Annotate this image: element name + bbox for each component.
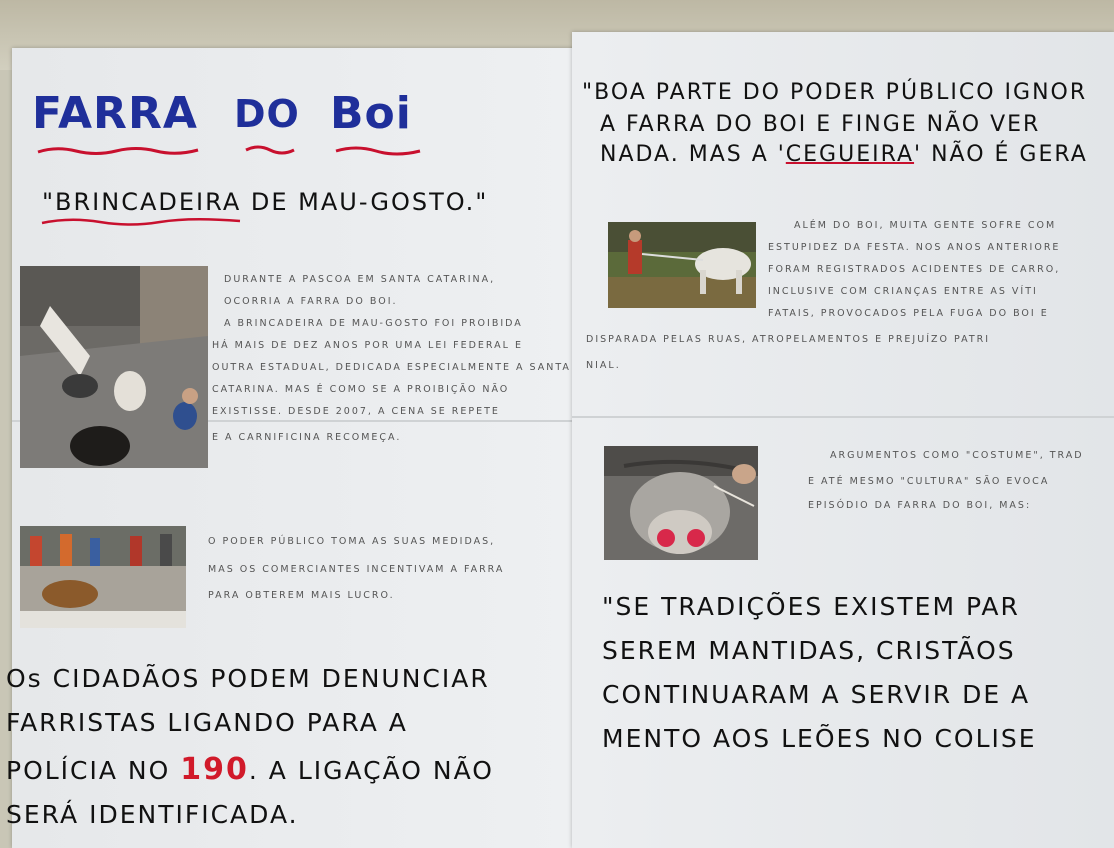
photo-bull-crowd (20, 526, 186, 628)
title-do: DO (234, 92, 300, 136)
right-block1-line: ESTUPIDEZ DA FESTA. NOS ANOS ANTERIORE (768, 242, 1061, 253)
left-bottom-line2: FARRISTAS LIGANDO PARA A (6, 708, 408, 737)
left-block1-line: CATARINA. MAS É COMO SE A PROIBIÇÃO NÃO (212, 384, 510, 395)
title-underline (36, 142, 436, 158)
right-block1-line: DISPARADA PELAS RUAS, ATROPELAMENTOS E PREJUÍZO PATRI (586, 334, 991, 345)
emergency-number: 190 (180, 752, 249, 787)
title-boi: Boi (330, 88, 412, 139)
right-poster (572, 32, 1114, 848)
right-block1-line: ALÉM DO BOI, MUITA GENTE SOFRE COM (794, 220, 1057, 231)
left-block1-line: E A CARNIFICINA RECOMEÇA. (212, 432, 402, 443)
right-quote-line3-start: NADA. MAS A ' (600, 142, 786, 167)
photo-injured-man-image (20, 266, 208, 468)
left-bottom-line4: SERÁ IDENTIFICADA. (6, 800, 299, 829)
left-bottom-line3-start: POLÍCIA NO (6, 756, 181, 785)
right-block1-line: FATAIS, PROVOCADOS PELA FUGA DO BOI E (768, 308, 1049, 319)
right-block2-line: E ATÉ MESMO "CULTURA" SÃO EVOCA (808, 476, 1050, 487)
left-block1-line: EXISTISSE. DESDE 2007, A CENA SE REPETE (212, 406, 500, 417)
photo-bull-head-image (604, 446, 758, 560)
right-block1-line: INCLUSIVE COM CRIANÇAS ENTRE AS VÍTI (768, 286, 1038, 297)
left-bottom-line3-end: . A LIGAÇÃO NÃO (248, 756, 494, 785)
subtitle-underline (40, 216, 250, 228)
right-block2-line: ARGUMENTOS COMO "COSTUME", TRAD (830, 450, 1084, 461)
right-bottom-line3: CONTINUARAM A SERVIR DE A (602, 680, 1031, 709)
right-bottom-line1: "SE TRADIÇÕES EXISTEM PAR (602, 592, 1020, 621)
right-bottom-line2: SEREM MANTIDAS, CRISTÃOS (602, 636, 1016, 665)
right-quote-line3 (600, 142, 1088, 167)
right-quote-line1: "BOA PARTE DO PODER PÚBLICO IGNOR (582, 80, 1088, 105)
photo-injured-man (20, 266, 208, 468)
left-block1-line: OCORRIA A FARRA DO BOI. (224, 296, 398, 307)
right-block1-line: NIAL. (586, 360, 621, 371)
left-bottom-line3 (6, 752, 494, 787)
left-bottom-line1: Os CIDADÃOS PODEM DENUNCIAR (6, 664, 490, 693)
right-block2-line: EPISÓDIO DA FARRA DO BOI, MAS: (808, 500, 1032, 511)
cegueira-word: CEGUEIRA (785, 142, 915, 167)
right-quote-line3-end: ' NÃO É GERA (914, 142, 1088, 167)
left-poster (6, 48, 588, 848)
left-block1-line: DURANTE A PASCOA EM SANTA CATARINA, (224, 274, 496, 285)
right-bottom-line4: MENTO AOS LEÕES NO COLISE (602, 724, 1037, 753)
photo-bull-crowd-image (20, 526, 186, 628)
paper-seam (572, 416, 1114, 418)
left-block2-line: PARA OBTEREM MAIS LUCRO. (208, 590, 395, 601)
left-block2-line: MAS OS COMERCIANTES INCENTIVAM A FARRA (208, 564, 505, 575)
left-block1-line: OUTRA ESTADUAL, DEDICADA ESPECIALMENTE A SANTA (212, 362, 571, 373)
left-block1-line: HÁ MAIS DE DEZ ANOS POR UMA LEI FEDERAL E (212, 340, 523, 351)
left-block2-line: O PODER PÚBLICO TOMA AS SUAS MEDIDAS, (208, 536, 496, 547)
photo-bull-head (604, 446, 758, 560)
photo-bull-running (608, 222, 756, 308)
right-block1-line: FORAM REGISTRADOS ACIDENTES DE CARRO, (768, 264, 1061, 275)
left-block1-line: A BRINCADEIRA DE MAU-GOSTO FOI PROIBIDA (224, 318, 523, 329)
subtitle: "BRINCADEIRA DE MAU-GOSTO." (42, 188, 489, 216)
right-quote-line2: A FARRA DO BOI E FINGE NÃO VER (600, 112, 1041, 137)
photo-bull-running-image (608, 222, 756, 308)
title-farra: FARRA (32, 88, 198, 139)
